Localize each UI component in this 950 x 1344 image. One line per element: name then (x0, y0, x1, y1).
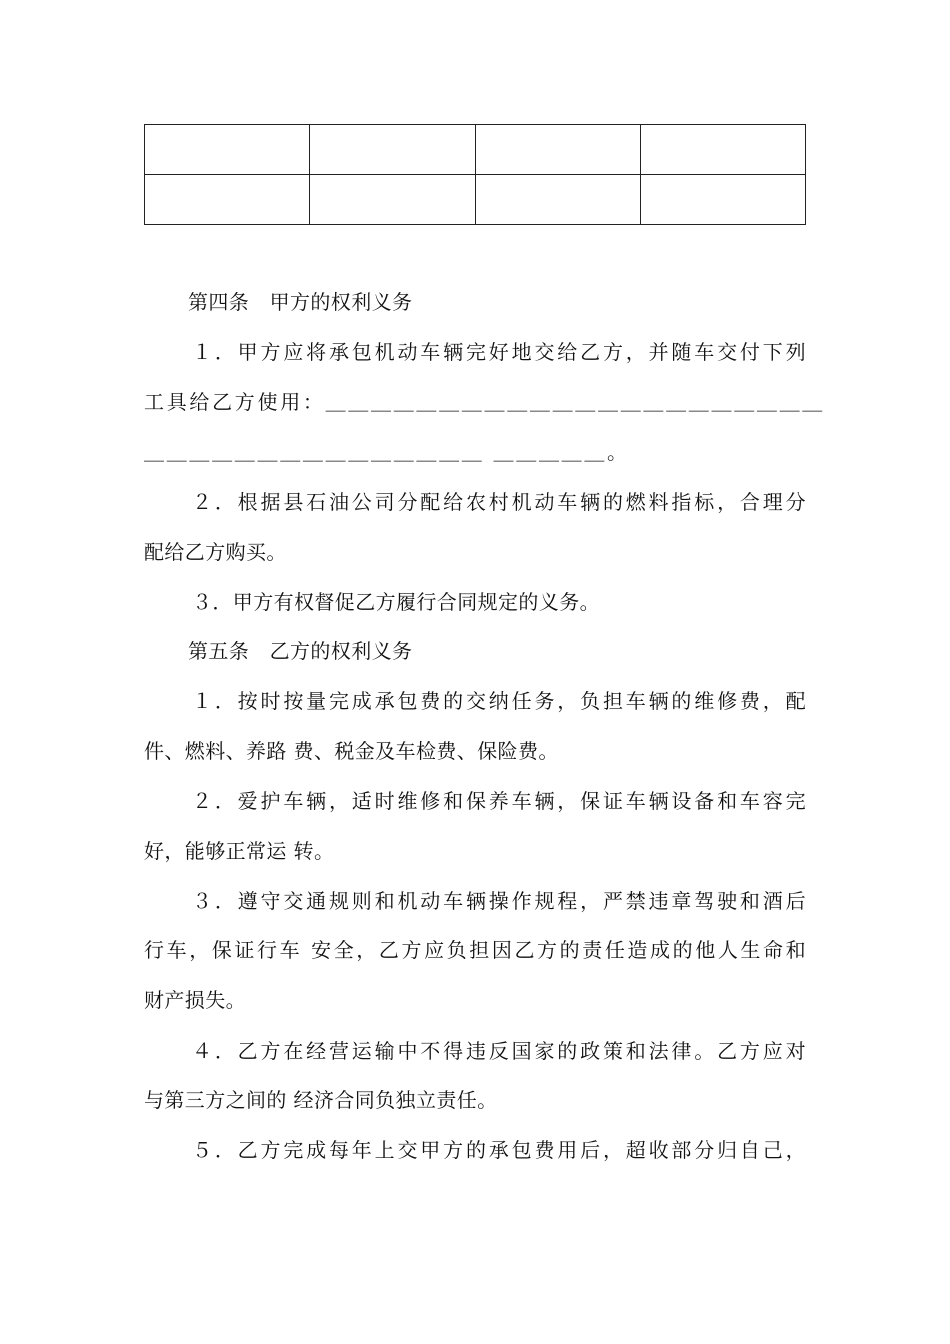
article-5-item-4-line-2: 与第三方之间的 经济合同负独立责任。 (144, 1088, 498, 1112)
article-5-item-3-line-1: ３．遵守交通规则和机动车辆操作规程，严禁违章驾驶和酒后 (192, 889, 806, 913)
article-5-item-2-line-1: ２．爱护车辆，适时维修和保养车辆，保证车辆设备和车容完 (192, 789, 806, 813)
blank-table (144, 124, 806, 225)
table-cell (640, 125, 805, 175)
table-cell (475, 175, 640, 225)
table-cell (310, 175, 475, 225)
table-cell (640, 175, 805, 225)
table-cell (145, 125, 310, 175)
table-cell (475, 125, 640, 175)
table-cell (145, 175, 310, 225)
article-4-item-3: ３．甲方有权督促乙方履行合同规定的义务。 (192, 590, 600, 614)
article-5-item-4-line-1: ４．乙方在经营运输中不得违反国家的政策和法律。乙方应对 (192, 1039, 806, 1063)
article-5-item-3-line-2: 行车，保证行车 安全，乙方应负担因乙方的责任造成的他人生命和 (144, 938, 806, 962)
table-cell (310, 125, 475, 175)
article-4-heading: 第四条 甲方的权利义务 (188, 290, 413, 314)
article-5-item-1-line-2: 件、燃料、养路 费、税金及车检费、保险费。 (144, 739, 559, 763)
table-row (145, 125, 806, 175)
article-4-item-2-line-2: 配给乙方购买。 (144, 540, 287, 564)
article-5-item-5-line-1: ５．乙方完成每年上交甲方的承包费用后，超收部分归自己， (192, 1138, 806, 1162)
table-row (145, 175, 806, 225)
article-5-item-1-line-1: １．按时按量完成承包费的交纳任务，负担车辆的维修费，配 (192, 689, 806, 713)
article-4-item-1-line-1: １．甲方应将承包机动车辆完好地交给乙方，并随车交付下列 (192, 340, 806, 364)
article-4-item-2-line-1: ２．根据县石油公司分配给农村机动车辆的燃料指标，合理分 (192, 490, 806, 514)
article-5-item-2-line-2: 好，能够正常运 转。 (144, 839, 335, 863)
article-4-item-1-line-2: 工具给乙方使用：＿＿＿＿＿＿＿＿＿＿＿＿＿＿＿＿＿＿＿＿＿＿ (144, 390, 825, 414)
article-5-heading: 第五条 乙方的权利义务 (188, 639, 413, 663)
article-5-item-3-line-3: 财产损失。 (144, 988, 246, 1012)
article-4-item-1-line-3: ＿＿＿＿＿＿＿＿＿＿＿＿＿＿＿ ＿＿＿＿＿。 (144, 440, 630, 464)
